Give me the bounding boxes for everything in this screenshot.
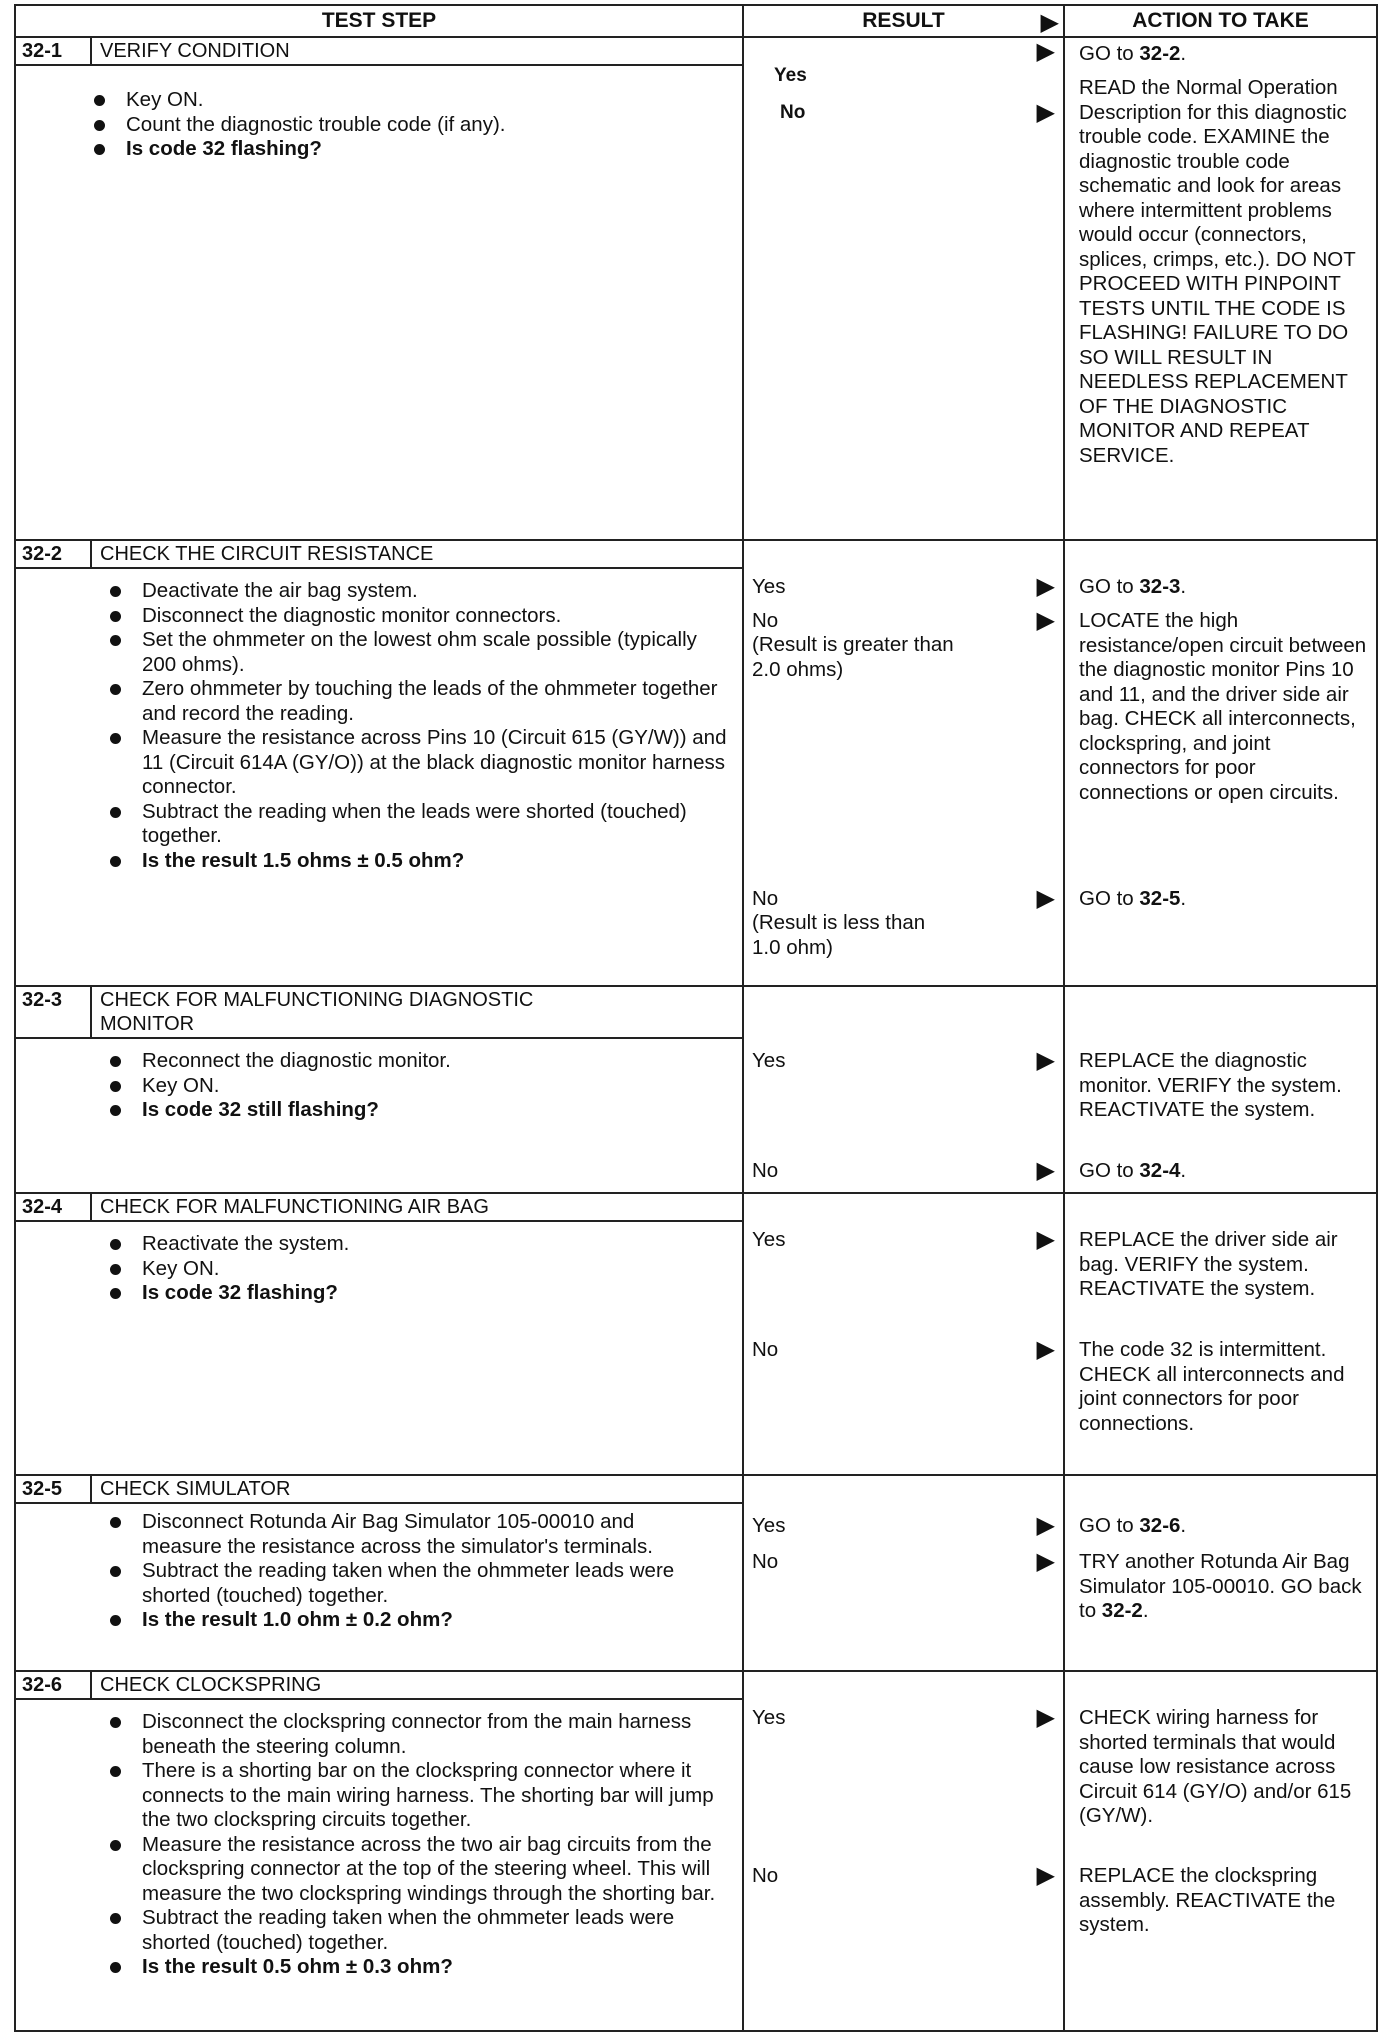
result-label: Yes (752, 1049, 786, 1072)
list-item: Is code 32 flashing? (142, 1281, 732, 1306)
step-title: CHECK CLOCKSPRING (100, 1674, 322, 1696)
arrow-icon: ▶ (1036, 1226, 1055, 1253)
step-header (16, 1476, 742, 1504)
step-ref: 32-4 (1139, 1159, 1181, 1182)
action-cell (1064, 1193, 1377, 1475)
action-text: . (1180, 1159, 1187, 1182)
action-cell (1064, 986, 1377, 1193)
list-item: Key ON. (142, 1257, 732, 1282)
list-item: Key ON. (126, 88, 732, 113)
list-item: Is the result 1.0 ohm ± 0.2 ohm? (142, 1608, 702, 1633)
action-cell (1064, 37, 1377, 540)
action-item: READ the Normal Operation Description for this diagnostic trouble code. EXAMINE the diagnostic trouble code schematic and look for areas where intermittent problems would occur (connectors, splices, crimps, etc.). DO NOT PROCEED WITH PINPOINT TESTS UNTIL THE CODE IS FLASHING! FAILURE TO DO SO WILL RESULT IN NEEDLESS REPLACEMENT OF THE DIAGNOSTIC MONITOR AND REPEAT SERVICE. (1079, 76, 1356, 467)
table-row (15, 1193, 1377, 1475)
test-step-cell (15, 1671, 743, 2031)
list-item: Subtract the reading when the leads were shorted (touched) together. (142, 800, 732, 849)
arrow-icon: ▶ (1036, 1047, 1055, 1074)
result-cell (743, 37, 1064, 540)
result-cell (743, 1671, 1064, 2031)
arrow-icon: ▶ (1036, 1157, 1055, 1184)
action-item: REPLACE the clockspring assembly. REACTIVATE the system. (1079, 1864, 1336, 1936)
action-item: REPLACE the driver side air bag. VERIFY the system. REACTIVATE the system. (1079, 1228, 1338, 1300)
result-label: No (752, 1338, 779, 1361)
list-item: Disconnect the diagnostic monitor connectors. (142, 604, 732, 629)
test-step-cell (15, 986, 743, 1193)
list-item: Zero ohmmeter by touching the leads of the ohmmeter together and record the reading. (142, 677, 732, 726)
pinpoint-test-page (14, 4, 1378, 2032)
step-header (16, 541, 742, 569)
diagnostic-table (14, 4, 1378, 2032)
result-label: No (752, 1159, 779, 1182)
arrow-icon: ▶ (1036, 1336, 1055, 1363)
list-item: Disconnect the clockspring connector from the main harness beneath the steering column. (142, 1710, 722, 1759)
action-item (1079, 1514, 1370, 1539)
step-header (16, 1672, 742, 1700)
step-title: CHECK SIMULATOR (100, 1478, 291, 1500)
step-ref: 32-6 (1139, 1514, 1181, 1537)
action-cell (1064, 540, 1377, 986)
action-item (1079, 1159, 1370, 1184)
list-item: Reconnect the diagnostic monitor. (142, 1049, 732, 1074)
result-cell (743, 986, 1064, 1193)
arrow-icon: ▶ (1036, 38, 1055, 65)
action-text: . (1142, 1599, 1149, 1622)
action-text: . (1180, 575, 1187, 598)
arrow-icon: ▶ (1036, 99, 1055, 126)
result-label: Yes (752, 1514, 786, 1537)
list-item: Reactivate the system. (142, 1232, 732, 1257)
action-item (1079, 42, 1370, 67)
result-no (752, 1550, 1059, 1575)
result-yes (752, 1706, 1059, 1731)
list-item: There is a shorting bar on the clockspring connector where it connects to the main wiring harness. The shorting bar will jump the two clockspring circuits together. (142, 1759, 722, 1833)
step-bullets (16, 1039, 742, 1133)
header-result (743, 5, 1064, 37)
action-item (1079, 575, 1370, 600)
list-item: Is the result 0.5 ohm ± 0.3 ohm? (142, 1955, 722, 1980)
step-number: 32-1 (16, 38, 92, 64)
table-row (15, 1671, 1377, 2031)
result-label: No (752, 1864, 779, 1887)
list-item: Subtract the reading taken when the ohmmeter leads were shorted (touched) together. (142, 1906, 722, 1955)
action-item: LOCATE the high resistance/open circuit between the diagnostic monitor Pins 10 and 11, and the driver side air bag. CHECK all interconnects, clockspring, and joint connectors for poor connections or open circuits. (1079, 609, 1367, 804)
result-note: (Result is greater than 2.0 ohms) (752, 633, 954, 681)
step-title: CHECK FOR MALFUNCTIONING DIAGNOSTIC MONITOR (100, 989, 534, 1035)
test-step-cell (15, 1475, 743, 1671)
action-text: GO to (1079, 1514, 1140, 1537)
list-item: Measure the resistance across Pins 10 (Circuit 615 (GY/W)) and 11 (Circuit 614A (GY/O)) at the black diagnostic monitor harness connector. (142, 726, 732, 800)
step-number: 32-2 (16, 541, 92, 567)
action-text: GO to (1079, 575, 1140, 598)
table-row (15, 540, 1377, 986)
action-cell (1064, 1475, 1377, 1671)
header-result-label: RESULT (862, 9, 945, 32)
result-yes: Yes (774, 65, 807, 86)
table-row (15, 1475, 1377, 1671)
result-label: Yes (752, 575, 786, 598)
step-number: 32-3 (16, 987, 92, 1037)
list-item: Is the result 1.5 ohms ± 0.5 ohm? (142, 849, 732, 874)
step-ref: 32-5 (1139, 887, 1181, 910)
step-bullets (16, 1700, 742, 1990)
test-step-cell (15, 1193, 743, 1475)
step-header (16, 38, 742, 66)
result-yes (752, 1228, 1059, 1253)
step-title: VERIFY CONDITION (100, 40, 290, 62)
result-label: No (752, 609, 779, 632)
step-bullets (16, 1222, 742, 1316)
arrow-icon: ▶ (1036, 573, 1055, 600)
step-header (16, 987, 742, 1039)
result-label: No (752, 1550, 779, 1573)
result-cell (743, 1193, 1064, 1475)
action-item: REPLACE the diagnostic monitor. VERIFY the system. REACTIVATE the system. (1079, 1049, 1342, 1121)
action-text: . (1180, 42, 1187, 65)
step-title: CHECK THE CIRCUIT RESISTANCE (100, 543, 434, 565)
step-ref: 32-2 (1101, 1599, 1143, 1622)
arrow-icon: ▶ (1040, 9, 1059, 36)
step-number: 32-6 (16, 1672, 92, 1698)
result-no-label: No (780, 102, 806, 123)
header-test-step: TEST STEP (15, 5, 743, 37)
result-label: Yes (752, 1706, 786, 1729)
result-no (752, 1338, 1059, 1363)
action-text: TRY another Rotunda Air Bag Simulator 105-00010. GO back to (1079, 1550, 1362, 1622)
list-item: Deactivate the air bag system. (142, 579, 732, 604)
list-item: Disconnect Rotunda Air Bag Simulator 105-00010 and measure the resistance across the simulator's terminals. (142, 1510, 702, 1559)
result-label: Yes (752, 1228, 786, 1251)
result-no (780, 101, 1059, 126)
step-bullets (16, 66, 742, 172)
list-item: Is code 32 flashing? (126, 137, 732, 162)
list-item: Count the diagnostic trouble code (if any). (126, 113, 732, 138)
action-cell (1064, 1671, 1377, 2031)
action-item (1079, 887, 1370, 912)
list-item: Subtract the reading taken when the ohmmeter leads were shorted (touched) together. (142, 1559, 702, 1608)
list-item: Is code 32 still flashing? (142, 1098, 732, 1123)
step-ref: 32-2 (1139, 42, 1181, 65)
table-header-row (15, 5, 1377, 37)
test-step-cell (15, 37, 743, 540)
result-note: (Result is less than 1.0 ohm) (752, 911, 926, 959)
action-item: CHECK wiring harness for shorted terminals that would cause low resistance across Circuit 614 (GY/O) and/or 615 (GY/W). (1079, 1706, 1352, 1827)
action-item (1079, 1550, 1370, 1624)
arrow-icon: ▶ (1036, 607, 1055, 634)
arrow-icon: ▶ (1036, 1548, 1055, 1575)
table-row (15, 37, 1377, 540)
arrow-icon: ▶ (1036, 1512, 1055, 1539)
test-step-cell (15, 540, 743, 986)
arrow-icon: ▶ (1036, 885, 1055, 912)
step-bullets (16, 1504, 742, 1643)
action-text: GO to (1079, 1159, 1140, 1182)
action-text: GO to (1079, 887, 1140, 910)
step-number: 32-4 (16, 1194, 92, 1220)
action-text: GO to (1079, 42, 1140, 65)
action-item: The code 32 is intermittent. CHECK all interconnects and joint connectors for poor connections. (1079, 1338, 1345, 1435)
list-item: Set the ohmmeter on the lowest ohm scale possible (typically 200 ohms). (142, 628, 732, 677)
arrow-icon: ▶ (1036, 1862, 1055, 1889)
step-ref: 32-3 (1139, 575, 1181, 598)
step-number: 32-5 (16, 1476, 92, 1502)
action-text: . (1180, 1514, 1187, 1537)
action-text: . (1180, 887, 1187, 910)
table-row (15, 986, 1377, 1193)
result-cell (743, 1475, 1064, 1671)
result-no (752, 887, 1059, 912)
step-header (16, 1194, 742, 1222)
step-bullets (16, 569, 742, 883)
list-item: Measure the resistance across the two air bag circuits from the clockspring connector at the top of the steering wheel. This will measure the two clockspring windings through the shorting bar. (142, 1833, 722, 1907)
header-action: ACTION TO TAKE (1064, 5, 1377, 37)
result-no (752, 609, 1059, 634)
result-yes (752, 1049, 1059, 1074)
step-title: CHECK FOR MALFUNCTIONING AIR BAG (100, 1196, 489, 1218)
list-item: Key ON. (142, 1074, 732, 1099)
arrow-icon: ▶ (1036, 1704, 1055, 1731)
result-yes (752, 1514, 1059, 1539)
result-no (752, 1159, 1059, 1184)
result-label: No (752, 887, 779, 910)
result-yes (752, 575, 1059, 600)
result-no (752, 1864, 1059, 1889)
result-cell (743, 540, 1064, 986)
